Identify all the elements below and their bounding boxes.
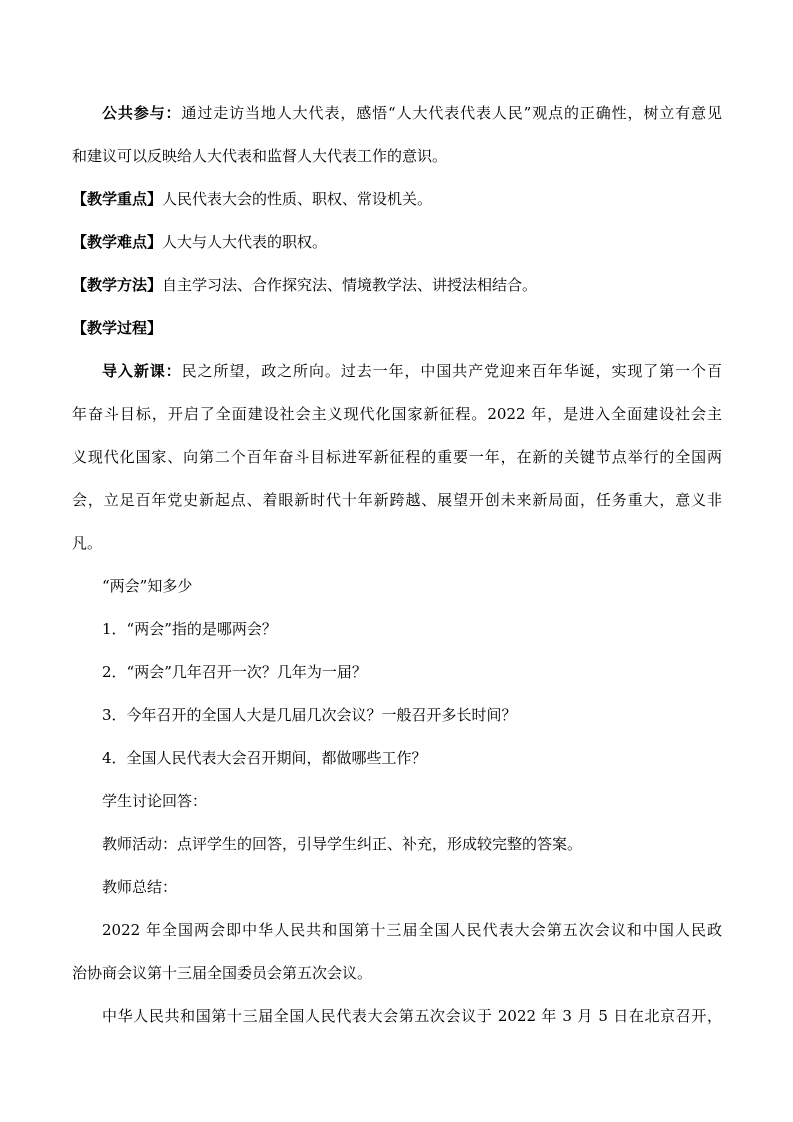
- quiz-question-3: 3．今年召开的全国人大是几届几次会议？一般召开多长时间？: [102, 706, 517, 724]
- method-text: 自主学习法、合作探究法、情境教学法、讲授法相结合。: [162, 276, 538, 294]
- intro-line-3: 义现代化国家、向第二个百年奋斗目标进军新征程的重要一年，在新的关键节点举行的全国两: [72, 448, 722, 466]
- quiz-question-2: 2．“两会”几年召开一次？几年为一届？: [102, 663, 367, 681]
- teacher-activity: 教师活动：点评学生的回答，引导学生纠正、补充，形成较完整的答案。: [102, 835, 583, 853]
- teacher-summary-label: 教师总结：: [102, 878, 178, 896]
- key-point-paragraph: [72, 189, 722, 209]
- quiz-question-4: 4．全国人民代表大会召开期间，都做哪些工作？: [102, 749, 427, 767]
- intro-line-4: 会，立足百年党史新起点、着眼新时代十年新跨越、展望开创未来新局面，任务重大，意义非: [72, 491, 722, 509]
- intro-line-2: 年奋斗目标，开启了全面建设社会主义现代化国家新征程。2022 年，是进入全面建设社会主: [72, 405, 722, 423]
- key-point-text: 人民代表大会的性质、职权、常设机关。: [162, 190, 433, 208]
- method-label: 【教学方法】: [72, 276, 163, 294]
- difficult-point-text: 人大与人大代表的职权。: [162, 233, 328, 251]
- quiz-title: “两会”知多少: [102, 577, 193, 595]
- public-participation-label: 公共参与：: [102, 104, 182, 122]
- summary-p1-line-1: 2022 年全国两会即中华人民共和国第十三届全国人民代表大会第五次会议和中国人民政: [102, 921, 722, 939]
- difficult-point-paragraph: [72, 232, 722, 252]
- intro-label: 导入新课：: [102, 362, 182, 380]
- student-discussion: 学生讨论回答：: [102, 792, 208, 810]
- quiz-question-1: 1．“两会”指的是哪两会？: [102, 620, 277, 638]
- method-paragraph: [72, 275, 722, 295]
- key-point-label: 【教学重点】: [72, 190, 163, 208]
- summary-p2-line-1: 中华人民共和国第十三届全国人民代表大会第五次会议于 2022 年 3 月 5 日在北京召开，: [102, 1007, 722, 1025]
- public-participation-line-2: 和建议可以反映给人大代表和监督人大代表工作的意识。: [72, 147, 448, 165]
- process-heading: 【教学过程】: [72, 319, 163, 337]
- summary-p1-line-2: 治协商会议第十三届全国委员会第五次会议。: [72, 964, 373, 982]
- intro-line-1: [102, 361, 722, 381]
- public-participation-line-1: [102, 103, 722, 123]
- intro-line-5: 凡。: [72, 534, 103, 552]
- public-participation-text: 通过走访当地人大代表，感悟“人大代表代表人民”观点的正确性，树立有意见: [181, 104, 722, 122]
- intro-text-1: 民之所望，政之所向。过去一年，中国共产党迎来百年华诞，实现了第一个百: [181, 362, 722, 380]
- difficult-point-label: 【教学难点】: [72, 233, 163, 251]
